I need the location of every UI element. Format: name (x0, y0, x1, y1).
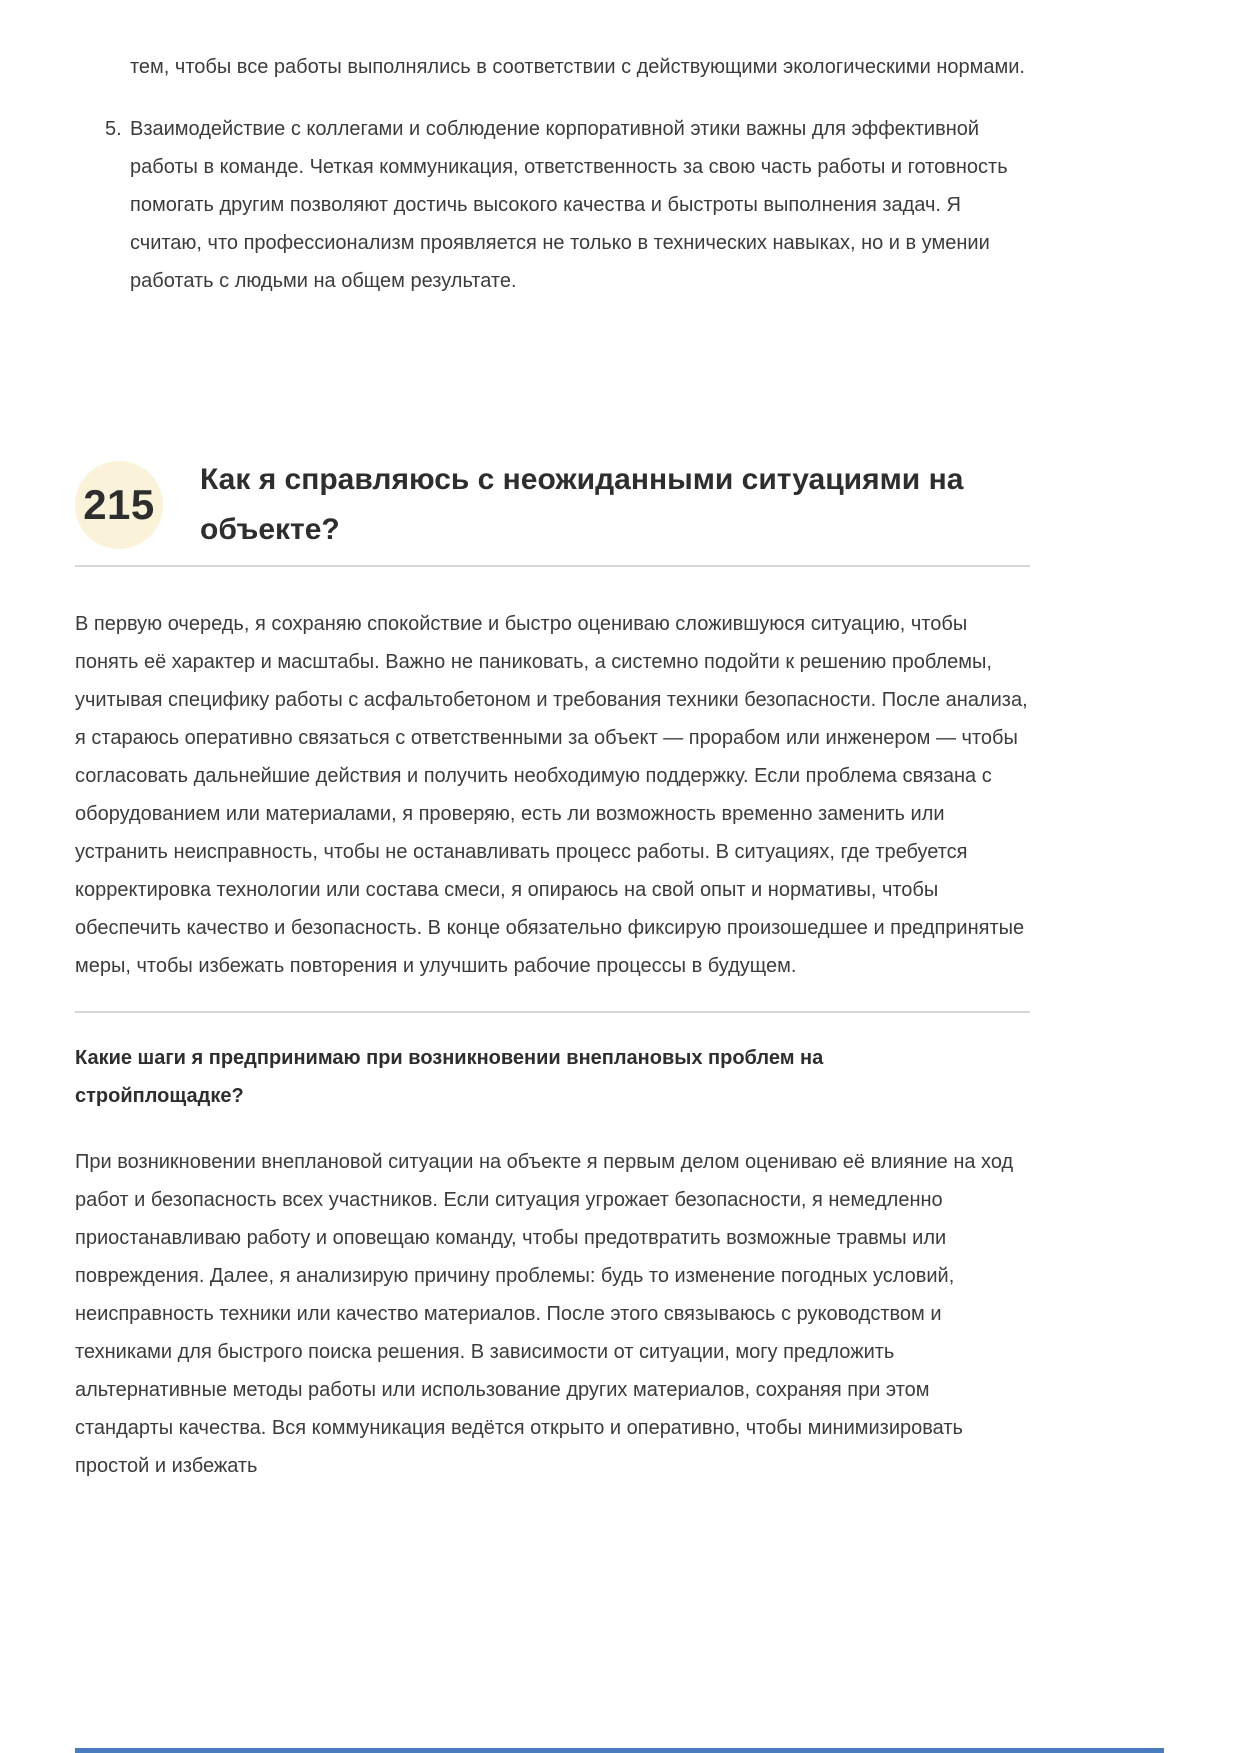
list-item (75, 110, 1033, 300)
answer-paragraph: В первую очередь, я сохраняю спокойствие и быстро оцениваю сложившуюся ситуацию, чтобы понять её характер и масштабы. Важно не паниковать, а системно подойти к решению проблемы, учитывая специфику работы с асфальтобетоном и требования техники безопасности. После анализа, я стараюсь оперативно связаться с ответственными за объект — прорабом или инженером — чтобы согласовать дальнейшие действия и получить необходимую поддержку. Если проблема связана с оборудованием или материалами, я проверяю, есть ли возможность временно заменить или устранить неисправность, чтобы не останавливать процесс работы. В ситуациях, где требуется корректировка технологии или состава смеси, я опираюсь на свой опыт и нормативы, чтобы обеспечить качество и безопасность. В конце обязательно фиксирую произошедшее и предпринятые меры, чтобы избежать повторения и улучшить рабочие процессы в будущем. (75, 613, 1028, 977)
question-title: Как я справляюсь с неожиданными ситуациями на объекте? (200, 463, 964, 546)
question-number-badge (75, 461, 163, 549)
list-item-number: 5. (105, 118, 122, 140)
next-section-top-border (75, 1748, 1164, 1753)
list-item-text: Взаимодействие с коллегами и соблюдение корпоративной этики важны для эффективной работы в команде. Четкая коммуникация, ответственность за свою часть работы и готовность помогать другим позволяют достичь высокого качества и быстроты выполнения задач. Я считаю, что профессионализм проявляется не только в технических навыках, но и в умении работать с людьми на общем результате. (130, 118, 1008, 292)
followup-answer-paragraph: При возникновении внеплановой ситуации на объекте я первым делом оцениваю её влияние на ход работ и безопасность всех участников. Если ситуация угрожает безопасности, я немедленно приостанавливаю работу и оповещаю команду, чтобы предотвратить возможные травмы или повреждения. Далее, я анализирую причину проблемы: будь то изменение погодных условий, неисправность техники или качество материалов. После этого связываюсь с руководством и техниками для быстрого поиска решения. В зависимости от ситуации, могу предложить альтернативные методы работы или использование других материалов, сохраняя при этом стандарты качества. Вся коммуникация ведётся открыто и оперативно, чтобы минимизировать простой и избежать (75, 1151, 1014, 1477)
list-item-4-continuation-paragraph: тем, чтобы все работы выполнялись в соответствии с действующими экологическими нормами. (130, 56, 1025, 78)
document-content (75, 0, 1033, 1485)
question-header (75, 455, 1033, 555)
numbered-list (75, 110, 1033, 300)
section-divider (75, 565, 1030, 567)
followup-question: Какие шаги я предпринимаю при возникновении внеплановых проблем на стройплощадке? (75, 1047, 824, 1107)
answer-divider (75, 1011, 1030, 1013)
question-number: 215 (83, 481, 155, 528)
